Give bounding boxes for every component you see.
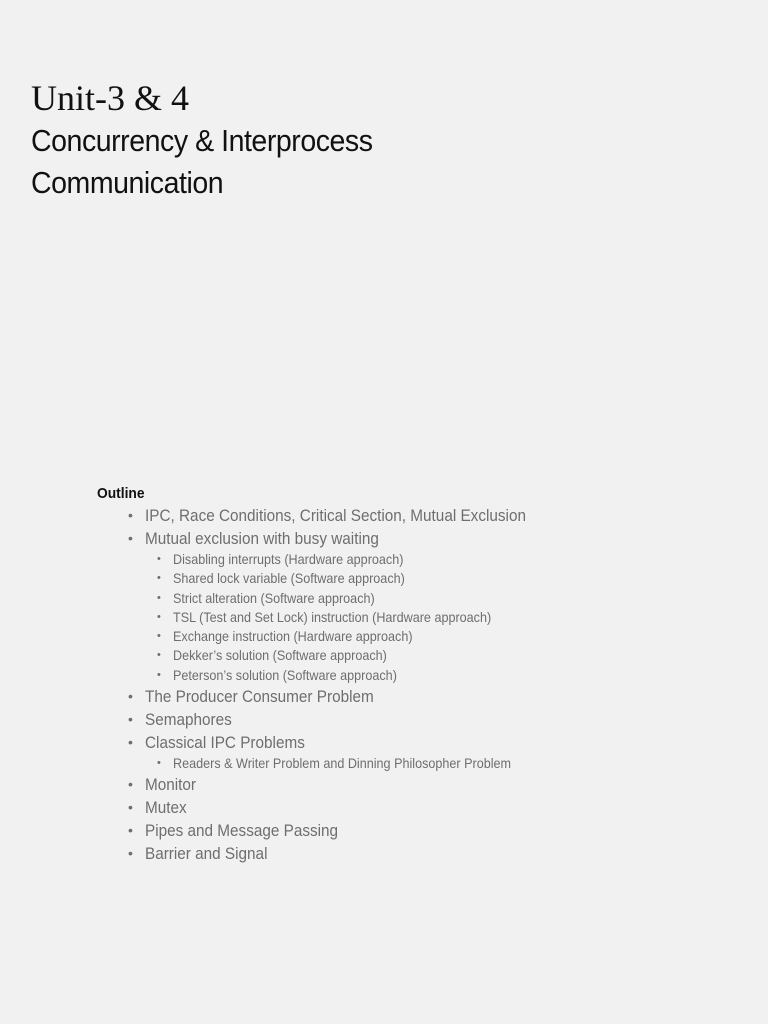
bullet-icon: • xyxy=(157,591,161,604)
outline-subitem xyxy=(145,666,737,685)
outline-item xyxy=(97,708,737,731)
bullet-icon: • xyxy=(157,572,161,585)
outline-subitem xyxy=(145,589,737,608)
outline-subitem-text: TSL (Test and Set Lock) instruction (Hardware approach) xyxy=(173,608,492,625)
outline-item xyxy=(97,731,737,773)
bullet-icon: • xyxy=(128,799,133,816)
outline-item-text: Monitor xyxy=(145,775,197,795)
outline-list xyxy=(97,504,737,865)
outline-item-text: Semaphores xyxy=(145,710,232,730)
outline-sublist xyxy=(145,550,737,685)
outline-item-text: Mutual exclusion with busy waiting xyxy=(145,529,379,548)
bullet-icon: • xyxy=(157,610,161,623)
outline-item-text: Pipes and Message Passing xyxy=(145,821,339,841)
outline-item xyxy=(97,685,737,708)
bullet-icon: • xyxy=(128,711,133,728)
outline-subitem xyxy=(145,608,737,627)
bullet-icon: • xyxy=(157,649,161,662)
outline-subitem-text: Exchange instruction (Hardware approach) xyxy=(173,628,413,645)
outline-subitem-text: Strict alteration (Software approach) xyxy=(173,589,375,606)
outline-subitem-text: Shared lock variable (Software approach) xyxy=(173,570,405,587)
bullet-icon: • xyxy=(157,757,161,770)
bullet-icon: • xyxy=(128,845,133,862)
outline-item xyxy=(97,796,737,819)
bullet-icon: • xyxy=(128,688,133,705)
bullet-icon: • xyxy=(128,734,133,751)
topic-title-line-1: Concurrency & Interprocess xyxy=(31,123,373,158)
outline-subitem xyxy=(145,550,737,569)
bullet-icon: • xyxy=(157,630,161,643)
outline-subitem xyxy=(145,646,737,665)
outline-item xyxy=(97,773,737,796)
outline-item xyxy=(97,527,737,685)
bullet-icon: • xyxy=(128,822,133,839)
outline-item xyxy=(97,504,737,527)
bullet-icon: • xyxy=(157,553,161,565)
outline-item-text: Barrier and Signal xyxy=(145,844,268,864)
outline-subitem xyxy=(145,569,737,588)
outline-item-text: IPC, Race Conditions, Critical Section, Mutual Exclusion xyxy=(145,506,526,525)
outline-subitem xyxy=(145,627,737,646)
title-block xyxy=(31,76,731,204)
outline-subitem-text: Disabling interrupts (Hardware approach) xyxy=(173,551,404,567)
bullet-icon: • xyxy=(157,668,161,681)
unit-title: Unit-3 & 4 xyxy=(31,78,189,118)
outline-item xyxy=(97,819,737,842)
outline-sublist xyxy=(145,754,737,773)
outline-item-text: Classical IPC Problems xyxy=(145,733,305,753)
outline-heading: Outline xyxy=(97,485,145,502)
outline-item-text: Mutex xyxy=(145,798,187,818)
outline-subitem-text: Readers & Writer Problem and Dinning Philosopher Problem xyxy=(173,755,512,772)
bullet-icon: • xyxy=(128,776,133,793)
outline-subitem-text: Dekker’s solution (Software approach) xyxy=(173,647,387,664)
bullet-icon: • xyxy=(128,507,133,523)
outline-subitem xyxy=(145,754,737,773)
outline-subitem-text: Peterson’s solution (Software approach) xyxy=(173,666,397,683)
topic-title-line-2: Communication xyxy=(31,165,224,200)
outline-section xyxy=(97,484,737,865)
outline-item-text: The Producer Consumer Problem xyxy=(145,687,374,707)
bullet-icon: • xyxy=(128,530,133,546)
outline-item xyxy=(97,842,737,865)
